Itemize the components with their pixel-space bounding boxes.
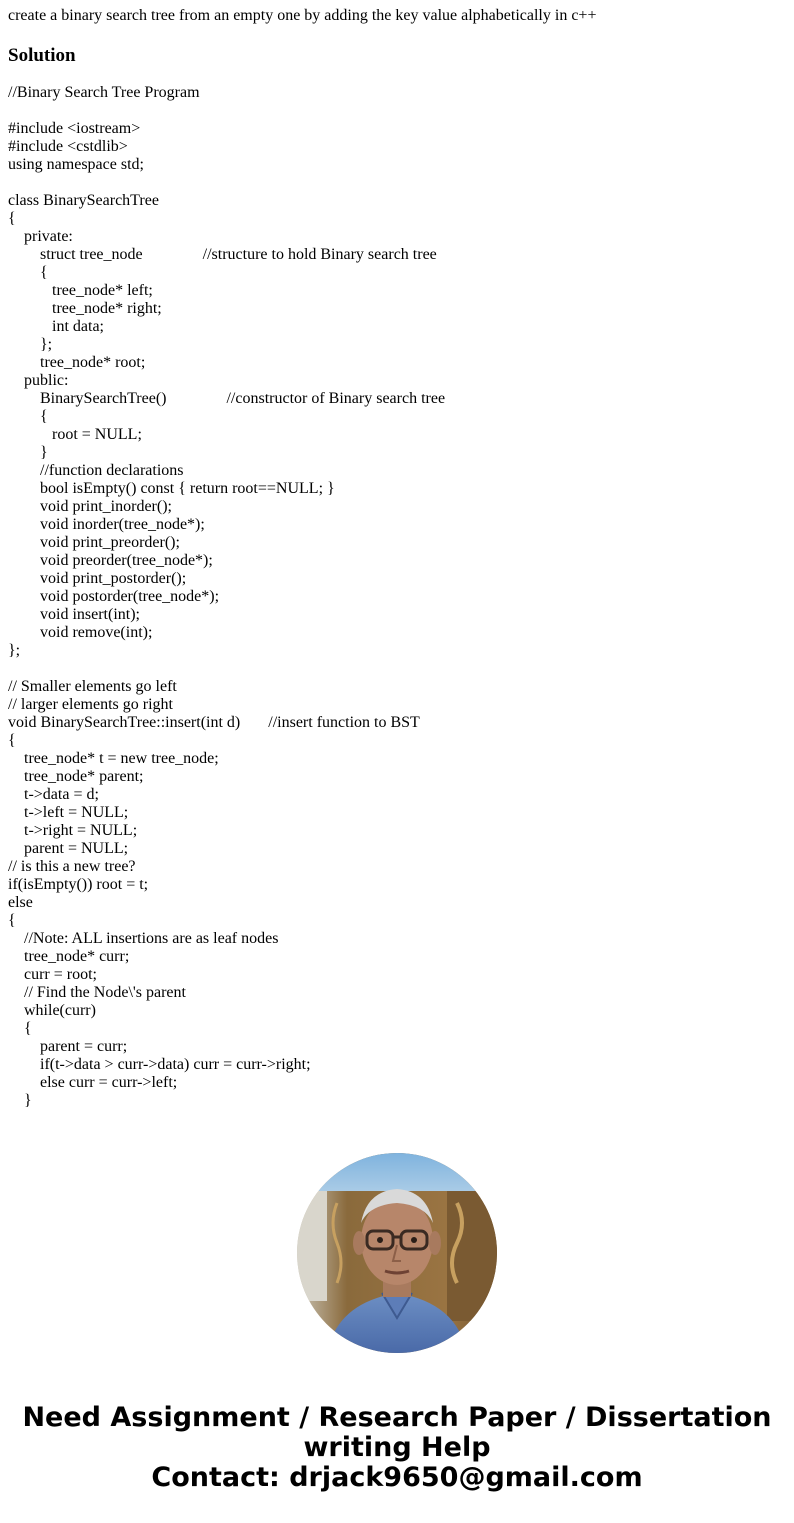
code-line: tree_node* left; xyxy=(8,282,153,299)
code-line: tree_node* t = new tree_node; xyxy=(8,750,219,767)
code-line: curr = root; xyxy=(8,966,97,983)
code-line: if(isEmpty()) root = t; xyxy=(8,876,149,893)
code-line: #include <iostream> xyxy=(8,120,141,137)
code-line xyxy=(8,102,788,120)
code-line: #include <cstdlib> xyxy=(8,138,128,155)
code-line: void remove(int); xyxy=(8,624,153,641)
code-line: class BinarySearchTree xyxy=(8,192,159,209)
code-line: void print_inorder(); xyxy=(8,498,172,515)
code-line: } xyxy=(8,1092,32,1109)
code-line: void print_preorder(); xyxy=(8,534,180,551)
promo-line-2: writing Help xyxy=(303,1432,491,1463)
code-line: parent = curr; xyxy=(8,1038,128,1055)
code-line: tree_node* right; xyxy=(8,300,162,317)
question-text: create a binary search tree from an empty one by adding the key value alphabetically in c++ xyxy=(8,7,597,24)
promo-line-1: Need Assignment / Research Paper / Dissertation xyxy=(22,1402,772,1433)
code-line: using namespace std; xyxy=(8,156,144,173)
code-listing xyxy=(8,84,788,1110)
code-line: tree_node* curr; xyxy=(8,948,130,965)
code-line: //Binary Search Tree Program xyxy=(8,84,200,101)
code-line: } xyxy=(8,444,48,461)
code-line: //function declarations xyxy=(8,462,184,479)
code-line: int data; xyxy=(8,318,104,335)
code-line: { xyxy=(8,264,48,281)
code-line: t->right = NULL; xyxy=(8,822,138,839)
promo-banner xyxy=(0,1403,794,1493)
author-avatar xyxy=(297,1153,497,1353)
code-line: // is this a new tree? xyxy=(8,858,136,875)
code-line: // Smaller elements go left xyxy=(8,678,177,695)
code-line: void inorder(tree_node*); xyxy=(8,516,205,533)
code-line: t->data = d; xyxy=(8,786,99,803)
code-line: { xyxy=(8,408,48,425)
code-line: void BinarySearchTree::insert(int d) //insert function to BST xyxy=(8,714,420,731)
code-line: BinarySearchTree() //constructor of Binary search tree xyxy=(8,390,446,407)
promo-contact: Contact: drjack9650@gmail.com xyxy=(151,1462,643,1493)
code-line: { xyxy=(8,1020,32,1037)
code-line: { xyxy=(8,732,16,749)
author-photo xyxy=(297,1153,497,1353)
code-line: //Note: ALL insertions are as leaf nodes xyxy=(8,930,279,947)
code-line: tree_node* root; xyxy=(8,354,146,371)
code-line: private: xyxy=(8,228,73,245)
code-line: while(curr) xyxy=(8,1002,96,1019)
code-line: bool isEmpty() const { return root==NULL; } xyxy=(8,480,335,497)
code-line: { xyxy=(8,912,16,929)
code-line: parent = NULL; xyxy=(8,840,129,857)
code-line: struct tree_node //structure to hold Binary search tree xyxy=(8,246,437,263)
code-line: else curr = curr->left; xyxy=(8,1074,178,1091)
code-line: // Find the Node\'s parent xyxy=(8,984,186,1001)
code-line xyxy=(8,174,788,192)
code-line: root = NULL; xyxy=(8,426,142,443)
code-line: void insert(int); xyxy=(8,606,140,623)
code-line: }; xyxy=(8,336,53,353)
code-line: void print_postorder(); xyxy=(8,570,187,587)
code-line: if(t->data > curr->data) curr = curr->right; xyxy=(8,1056,311,1073)
code-line: // larger elements go right xyxy=(8,696,173,713)
solution-heading: Solution xyxy=(8,45,76,66)
code-line: }; xyxy=(8,642,21,659)
code-line: t->left = NULL; xyxy=(8,804,129,821)
code-line: public: xyxy=(8,372,69,389)
code-line: void postorder(tree_node*); xyxy=(8,588,220,605)
code-line: else xyxy=(8,894,33,911)
code-line xyxy=(8,660,788,678)
code-line: { xyxy=(8,210,16,227)
code-line: tree_node* parent; xyxy=(8,768,144,785)
code-line: void preorder(tree_node*); xyxy=(8,552,213,569)
